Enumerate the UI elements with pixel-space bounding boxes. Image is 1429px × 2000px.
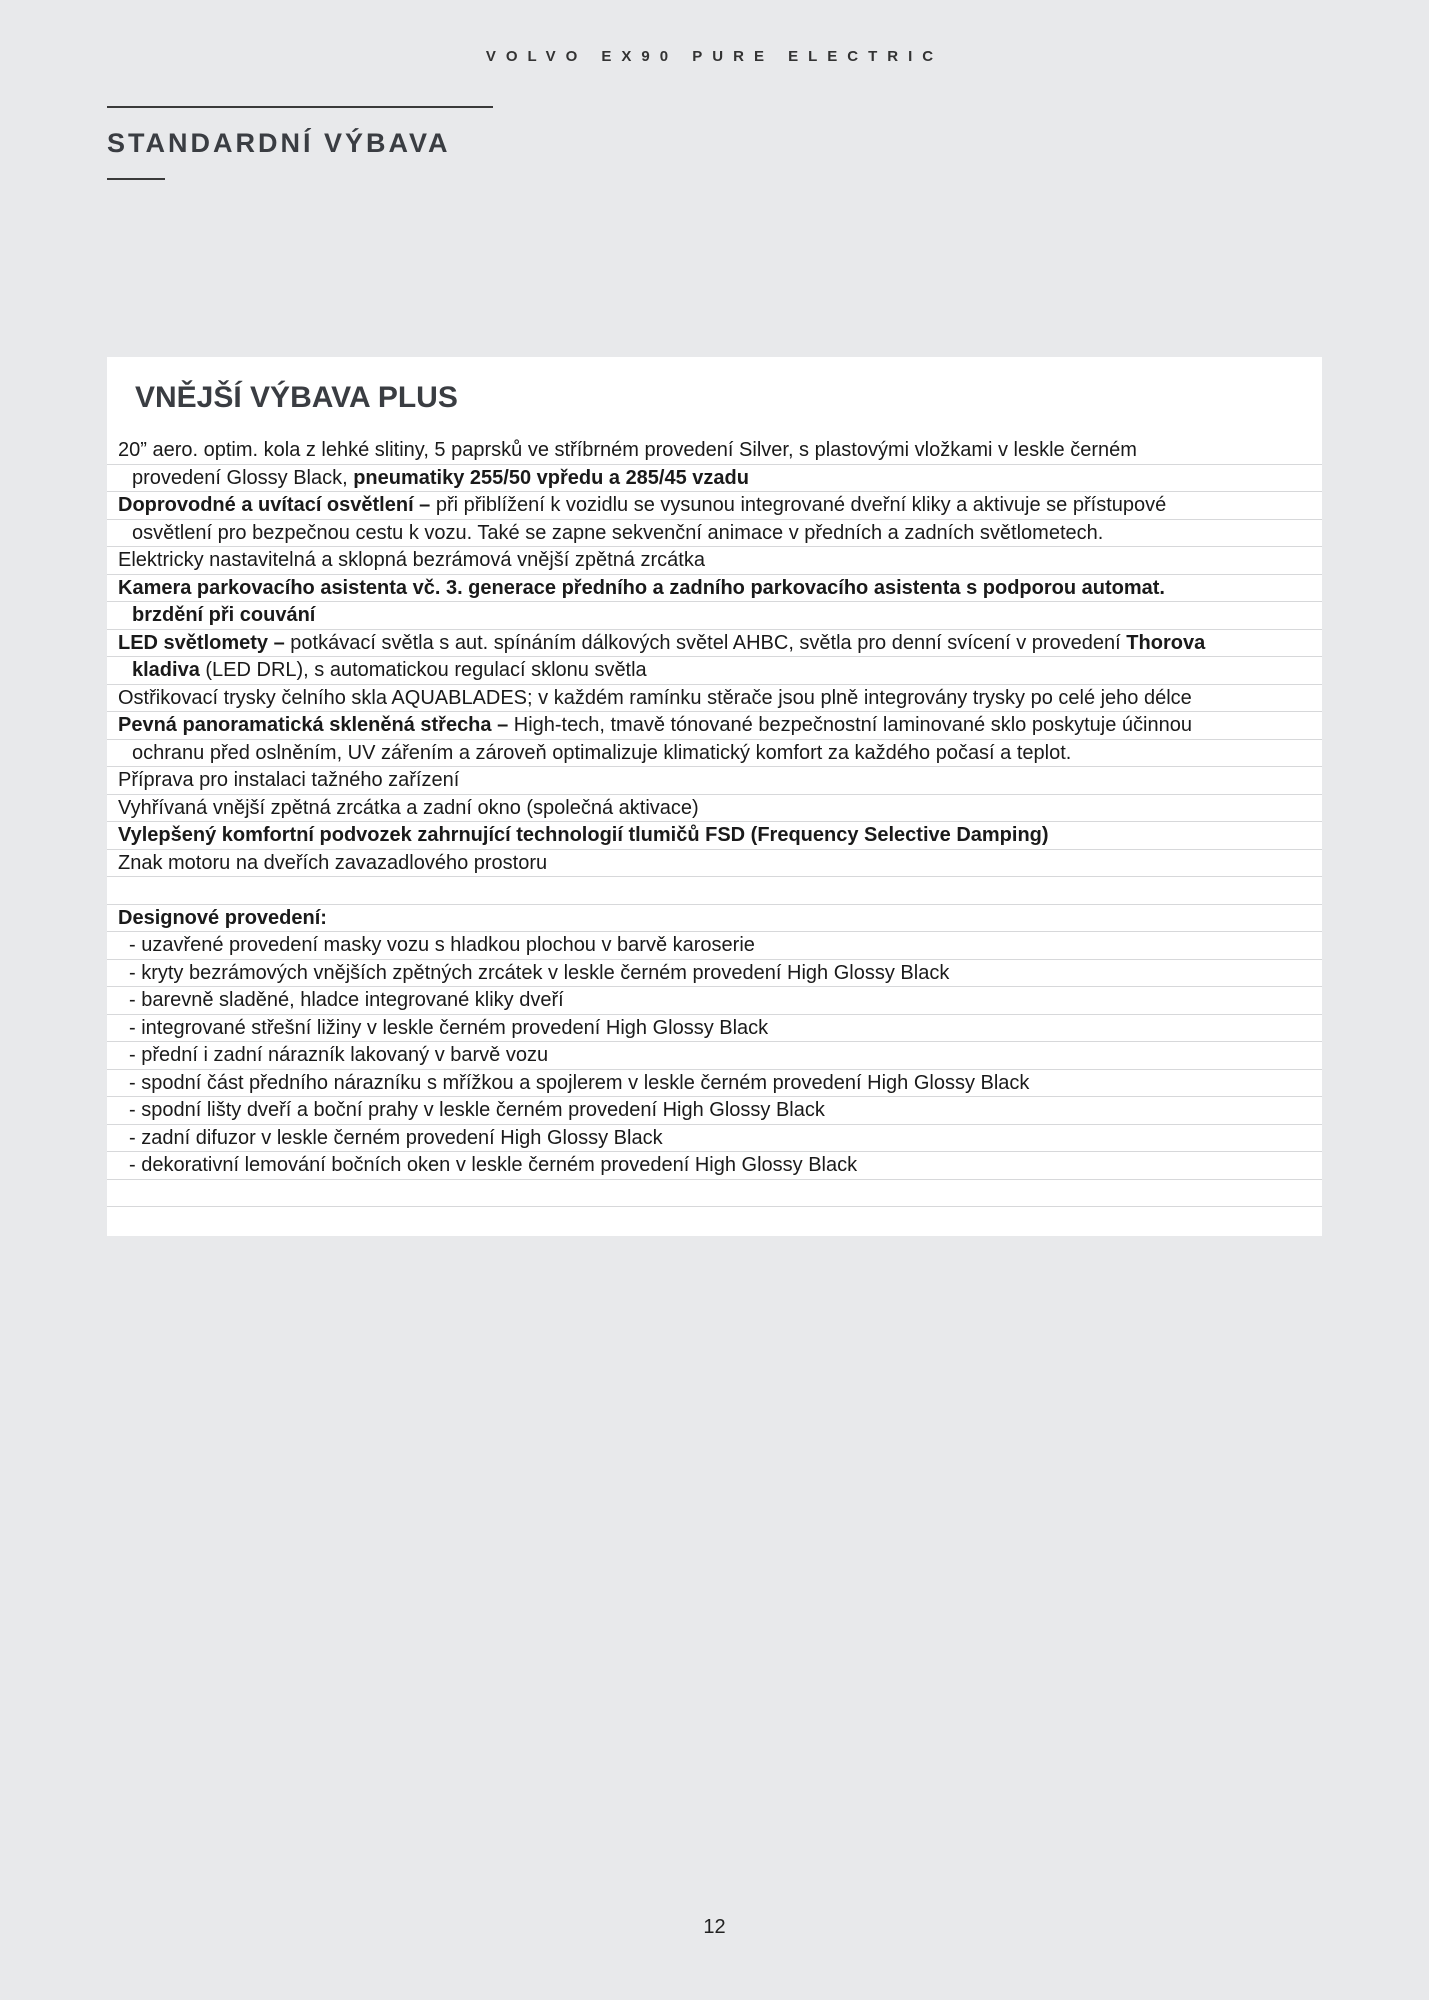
list-item — [107, 822, 1322, 850]
item-text: - spodní lišty dveří a boční prahy v leskle černém provedení High Glossy Black — [129, 1099, 825, 1121]
item-text: 20” aero. optim. kola z lehké slitiny, 5 paprsků ve stříbrném provedení Silver, s plastovými vložkami v leskle černém — [118, 439, 1137, 461]
item-text-bold: brzdění při couvání — [132, 604, 316, 626]
item-text: Znak motoru na dveřích zavazadlového prostoru — [118, 851, 548, 874]
section-title: STANDARDNÍ VÝBAVA — [107, 128, 451, 158]
list-item — [107, 712, 1322, 740]
item-text-bold: Thorova — [1126, 631, 1206, 654]
short-rule — [107, 178, 165, 180]
list-item — [107, 905, 1322, 933]
item-text-bold: Designové provedení: — [118, 906, 327, 929]
item-text: - uzavřené provedení masky vozu s hladkou plochou v barvě karoserie — [129, 934, 755, 956]
item-text-bold: Vylepšený komfortní podvozek zahrnující technologií tlumičů FSD (Frequency Selective Damping) — [118, 824, 1049, 846]
list-item — [107, 630, 1322, 658]
item-text: - kryty bezrámových vnějších zpětných zrcátek v leskle černém provedení High Glossy Black — [129, 961, 950, 984]
item-text: Příprava pro instalaci tažného zařízení — [118, 769, 460, 791]
list-item — [107, 932, 1322, 960]
item-text: ochranu před oslněním, UV zářením a zároveň optimalizuje klimatický komfort za každého počasí a teplot. — [132, 741, 1072, 764]
item-text: (LED DRL), s automatickou regulací sklonu světla — [199, 659, 647, 681]
item-text: High-tech, tmavě tónované bezpečnostní laminované sklo poskytuje účinnou — [513, 714, 1192, 736]
running-header: VOLVO EX90 PURE ELECTRIC — [485, 48, 944, 65]
list-item — [107, 960, 1322, 988]
item-text: - integrované střešní ližiny v leskle černém provedení High Glossy Black — [129, 1016, 769, 1039]
item-text: Elektricky nastavitelná a sklopná bezrámová vnější zpětná zrcátka — [118, 549, 705, 571]
list-item — [107, 1042, 1322, 1070]
list-item — [107, 492, 1322, 520]
list-item — [107, 547, 1322, 575]
item-text: potkávací světla s aut. spínáním dálkových světel AHBC, světla pro denní svícení v provedení — [290, 631, 1127, 654]
item-text: Vyhřívaná vnější zpětná zrcátka a zadní okno (společná aktivace) — [118, 796, 699, 819]
item-text: provedení Glossy Black, — [132, 466, 354, 489]
list-item — [107, 575, 1322, 603]
item-text: osvětlení pro bezpečnou cestu k vozu. Také se zapne sekvenční animace v předních a zadních světlometech. — [132, 521, 1104, 544]
list-item — [107, 767, 1322, 795]
list-item — [107, 795, 1322, 823]
card-title: VNĚJŠÍ VÝBAVA PLUS — [135, 381, 458, 414]
list-item — [107, 987, 1322, 1015]
item-text-bold: Kamera parkovacího asistenta vč. 3. generace předního a zadního parkovacího asistenta s podporou automat. — [118, 576, 1165, 599]
list-item — [107, 1125, 1322, 1153]
list-item — [107, 602, 1322, 630]
list-item — [107, 1152, 1322, 1180]
equipment-list — [107, 437, 1322, 1207]
list-item — [107, 740, 1322, 768]
list-item — [107, 657, 1322, 685]
equipment-card — [107, 357, 1322, 1236]
item-text: - spodní část předního nárazníku s mřížkou a spojlerem v leskle černém provedení High Glossy Black — [129, 1071, 1030, 1094]
page-number: 12 — [703, 1916, 726, 1938]
item-text-bold: Doprovodné a uvítací osvětlení – — [118, 494, 436, 516]
item-text: - barevně sladěné, hladce integrované kliky dveří — [129, 989, 564, 1011]
list-item — [107, 685, 1322, 713]
item-text: - dekorativní lemování bočních oken v leskle černém provedení High Glossy Black — [129, 1154, 858, 1176]
item-text-bold: pneumatiky 255/50 vpředu a 285/45 vzadu — [353, 466, 749, 489]
list-item — [107, 850, 1322, 878]
item-text-bold: kladiva — [132, 659, 200, 681]
list-item-blank — [107, 877, 1322, 905]
item-text: Ostřikovací trysky čelního skla AQUABLADES; v každém ramínku stěrače jsou plně integrovány trysky po celé jeho délce — [118, 686, 1192, 709]
list-item — [107, 1015, 1322, 1043]
list-item-blank — [107, 1180, 1322, 1208]
item-text-bold: LED světlomety – — [118, 631, 291, 654]
list-item — [107, 1097, 1322, 1125]
item-text-bold: Pevná panoramatická skleněná střecha – — [118, 714, 514, 736]
item-text: - přední i zadní nárazník lakovaný v barvě vozu — [129, 1044, 549, 1066]
list-item — [107, 437, 1322, 465]
list-item — [107, 520, 1322, 548]
list-item — [107, 465, 1322, 493]
top-rule — [107, 106, 493, 108]
list-item — [107, 1070, 1322, 1098]
item-text: - zadní difuzor v leskle černém provedení High Glossy Black — [129, 1126, 663, 1149]
item-text: při přiblížení k vozidlu se vysunou integrované dveřní kliky a aktivuje se přístupové — [435, 494, 1167, 516]
